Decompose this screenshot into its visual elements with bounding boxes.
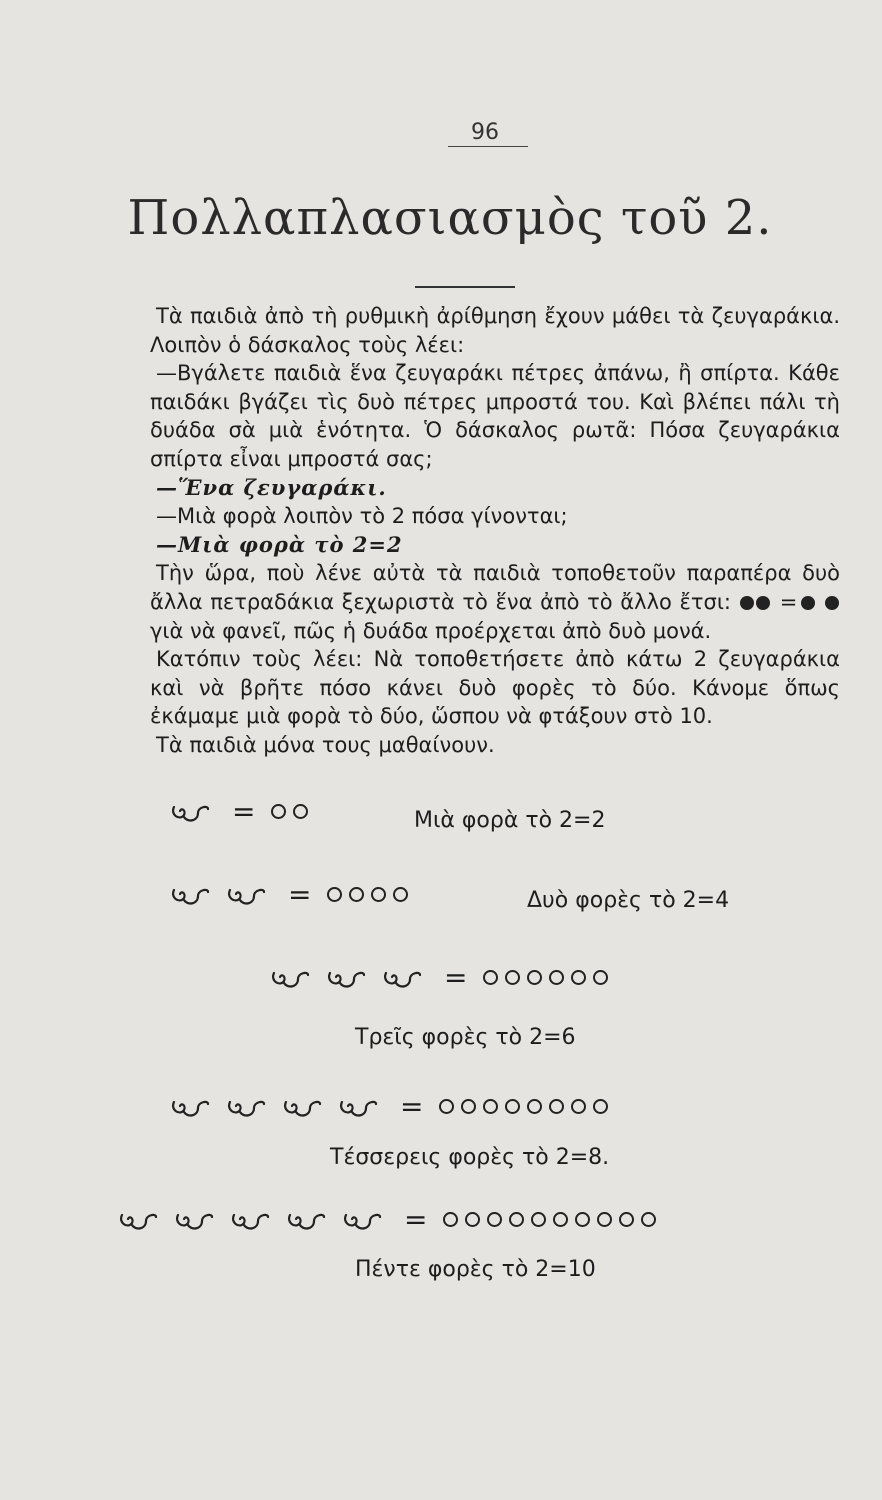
pair-curl-icon [118,1207,158,1233]
circle-icon [487,1212,502,1227]
pair-curl-icon [226,1094,266,1120]
pairs-row [170,1090,615,1123]
circle-icon [393,887,408,902]
circle-icon [593,1099,608,1114]
circle-icon [549,970,564,985]
circle-icon [293,804,308,819]
pair-curl-icon [342,1207,382,1233]
circle-icon [327,887,342,902]
circle-icon [371,887,386,902]
stones-equals: = [779,589,798,614]
chapter-title: Πολλαπλασιασμὸς τοῦ 2. [127,190,773,246]
pairs-row [118,1203,663,1236]
equals-sign: = [404,1203,428,1236]
circle-icon [575,1212,590,1227]
circle-icon [571,1099,586,1114]
body-text [150,302,840,760]
pairs-row [270,961,615,994]
paragraph-2: —Βγάλετε παιδιὰ ἕνα ζευγαράκι πέτρες ἀπάνω, ἢ σπίρτα. Κάθε παιδάκι βγάζει τὶς δυὸ πέτρες μπροστά του. Καὶ βλέπει πάλι τὴ δυάδα σὰ μιὰ ἑνότητα. Ὁ δάσκαλος ρωτᾶ: Πόσα ζευγαράκια σπίρτα εἶναι μπροστά σας; [150,361,840,471]
equals-sign: = [232,795,256,828]
circle-icon [443,1212,458,1227]
equals-sign: = [288,878,312,911]
circle-icon [597,1212,612,1227]
circle-icon [549,1099,564,1114]
circle-icon [593,970,608,985]
pair-curl-icon [170,799,210,825]
pair-curl-icon [170,882,210,908]
circle-icon [465,1212,480,1227]
paragraph-stones [150,559,840,645]
pairs-row [170,878,415,911]
row-caption: Δυὸ φορὲς τὸ 2=4 [527,888,730,913]
stones-text-a: Τὴν ὥρα, ποὺ λένε αὐτὰ τὰ παιδιὰ τοποθετοῦν παραπέρα δυὸ ἄλλα πετραδάκια ξεχωριστὰ τὸ ἕνα ἀπὸ τὸ ἄλλο ἔτσι: [150,561,840,614]
pair-curl-icon [170,1094,210,1120]
title-rule [415,286,515,288]
stones-pair-figure [739,590,840,614]
pair-curl-icon [174,1207,214,1233]
circle-icon [505,1099,520,1114]
circle-icon [461,1099,476,1114]
circle-icon [571,970,586,985]
circle-icon [349,887,364,902]
paragraph-instructions: Κατόπιν τοὺς λέει: Νὰ τοποθετήσετε ἀπὸ κάτω 2 ζευγαράκια καὶ νὰ βρῆτε πόσο κάνει δυὸ φορὲς τὸ δύο. Κάνομε ὅπως ἐκάμαμε μιὰ φορὰ τὸ δύο, ὥσπου νὰ φτάξουν στὸ 10. [150,647,840,729]
circle-icon [509,1212,524,1227]
stones-text-b: γιὰ νὰ φανεῖ, πῶς ἡ δυάδα προέρχεται ἀπὸ δυὸ μονά. [150,618,712,643]
stone-icon [801,596,815,610]
answer-one-pair: —Ἕνα ζευγαράκι. [156,474,387,500]
page-number-rule [448,146,528,147]
page-number: 96 [471,120,499,145]
circle-icon [439,1099,454,1114]
equals-sign: = [400,1090,424,1123]
row-caption: Τρεῖς φορὲς τὸ 2=6 [355,1025,576,1050]
pair-curl-icon [226,882,266,908]
circle-icon [483,970,498,985]
pair-curl-icon [282,1094,322,1120]
equals-sign: = [444,961,468,994]
stone-icon [756,596,770,610]
answer-once: —Μιὰ φορὰ τὸ 2=2 [156,531,403,557]
circle-icon [483,1099,498,1114]
pair-curl-icon [382,965,422,991]
pair-curl-icon [338,1094,378,1120]
question-once: —Μιὰ φορὰ λοιπὸν τὸ 2 πόσα γίνονται; [156,504,568,529]
row-caption: Πέντε φορὲς τὸ 2=10 [355,1257,596,1282]
pair-curl-icon [270,965,310,991]
stone-icon [740,596,754,610]
circle-icon [553,1212,568,1227]
circle-icon [271,804,286,819]
circle-icon [641,1212,656,1227]
circle-icon [527,1099,542,1114]
row-caption: Μιὰ φορὰ τὸ 2=2 [414,808,606,833]
pairs-row [170,795,315,828]
circle-icon [619,1212,634,1227]
paragraph-1: Τὰ παιδιὰ ἀπὸ τὴ ρυθμικὴ ἀρίθμηση ἔχουν μάθει τὰ ζευγαράκια. Λοιπὸν ὁ δάσκαλος τοὺς λέει: [150,304,840,357]
pair-curl-icon [230,1207,270,1233]
pair-curl-icon [286,1207,326,1233]
paragraph-children: Τὰ παιδιὰ μόνα τους μαθαίνουν. [156,732,495,757]
stone-icon [825,596,839,610]
pair-curl-icon [326,965,366,991]
circle-icon [527,970,542,985]
circle-icon [531,1212,546,1227]
row-caption: Τέσσερεις φορὲς τὸ 2=8. [330,1145,610,1170]
circle-icon [505,970,520,985]
